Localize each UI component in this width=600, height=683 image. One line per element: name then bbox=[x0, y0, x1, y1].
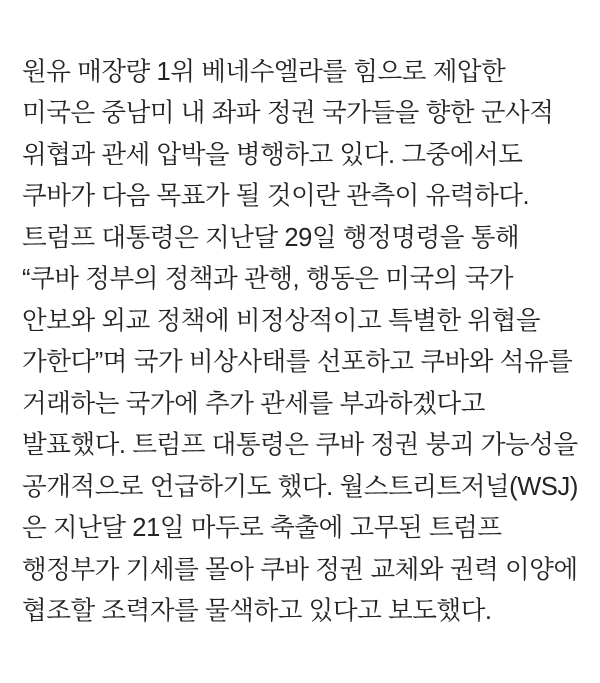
article-body-text: 원유 매장량 1위 베네수엘라를 힘으로 제압한 미국은 중남미 내 좌파 정권 국가들을 향한 군사적 위협과 관세 압박을 병행하고 있다. 그중에서도 쿠바가 다음 목표가 될 것이란 관측이 유력하다. 트럼프 대통령은 지난달 29일 행정명령을 통해 “쿠바 정부의 정책과 관행, 행동은 미국의 국가 안보와 외교 정책에 비정상적이고 특별한 위협을 가한다”며 국가 비상사태를 선포하고 쿠바와 석유를 거래하는 국가에 추가 관세를 부과하겠다고 발표했다. 트럼프 대통령은 쿠바 정권 붕괴 가능성을 공개적으로 언급하기도 했다. 월스트리트저널(WSJ)은 지난달 21일 마두로 축출에 고무된 트럼프 행정부가 기세를 몰아 쿠바 정권 교체와 권력 이양에 협조할 조력자를 물색하고 있다고 보도했다. bbox=[22, 57, 585, 625]
